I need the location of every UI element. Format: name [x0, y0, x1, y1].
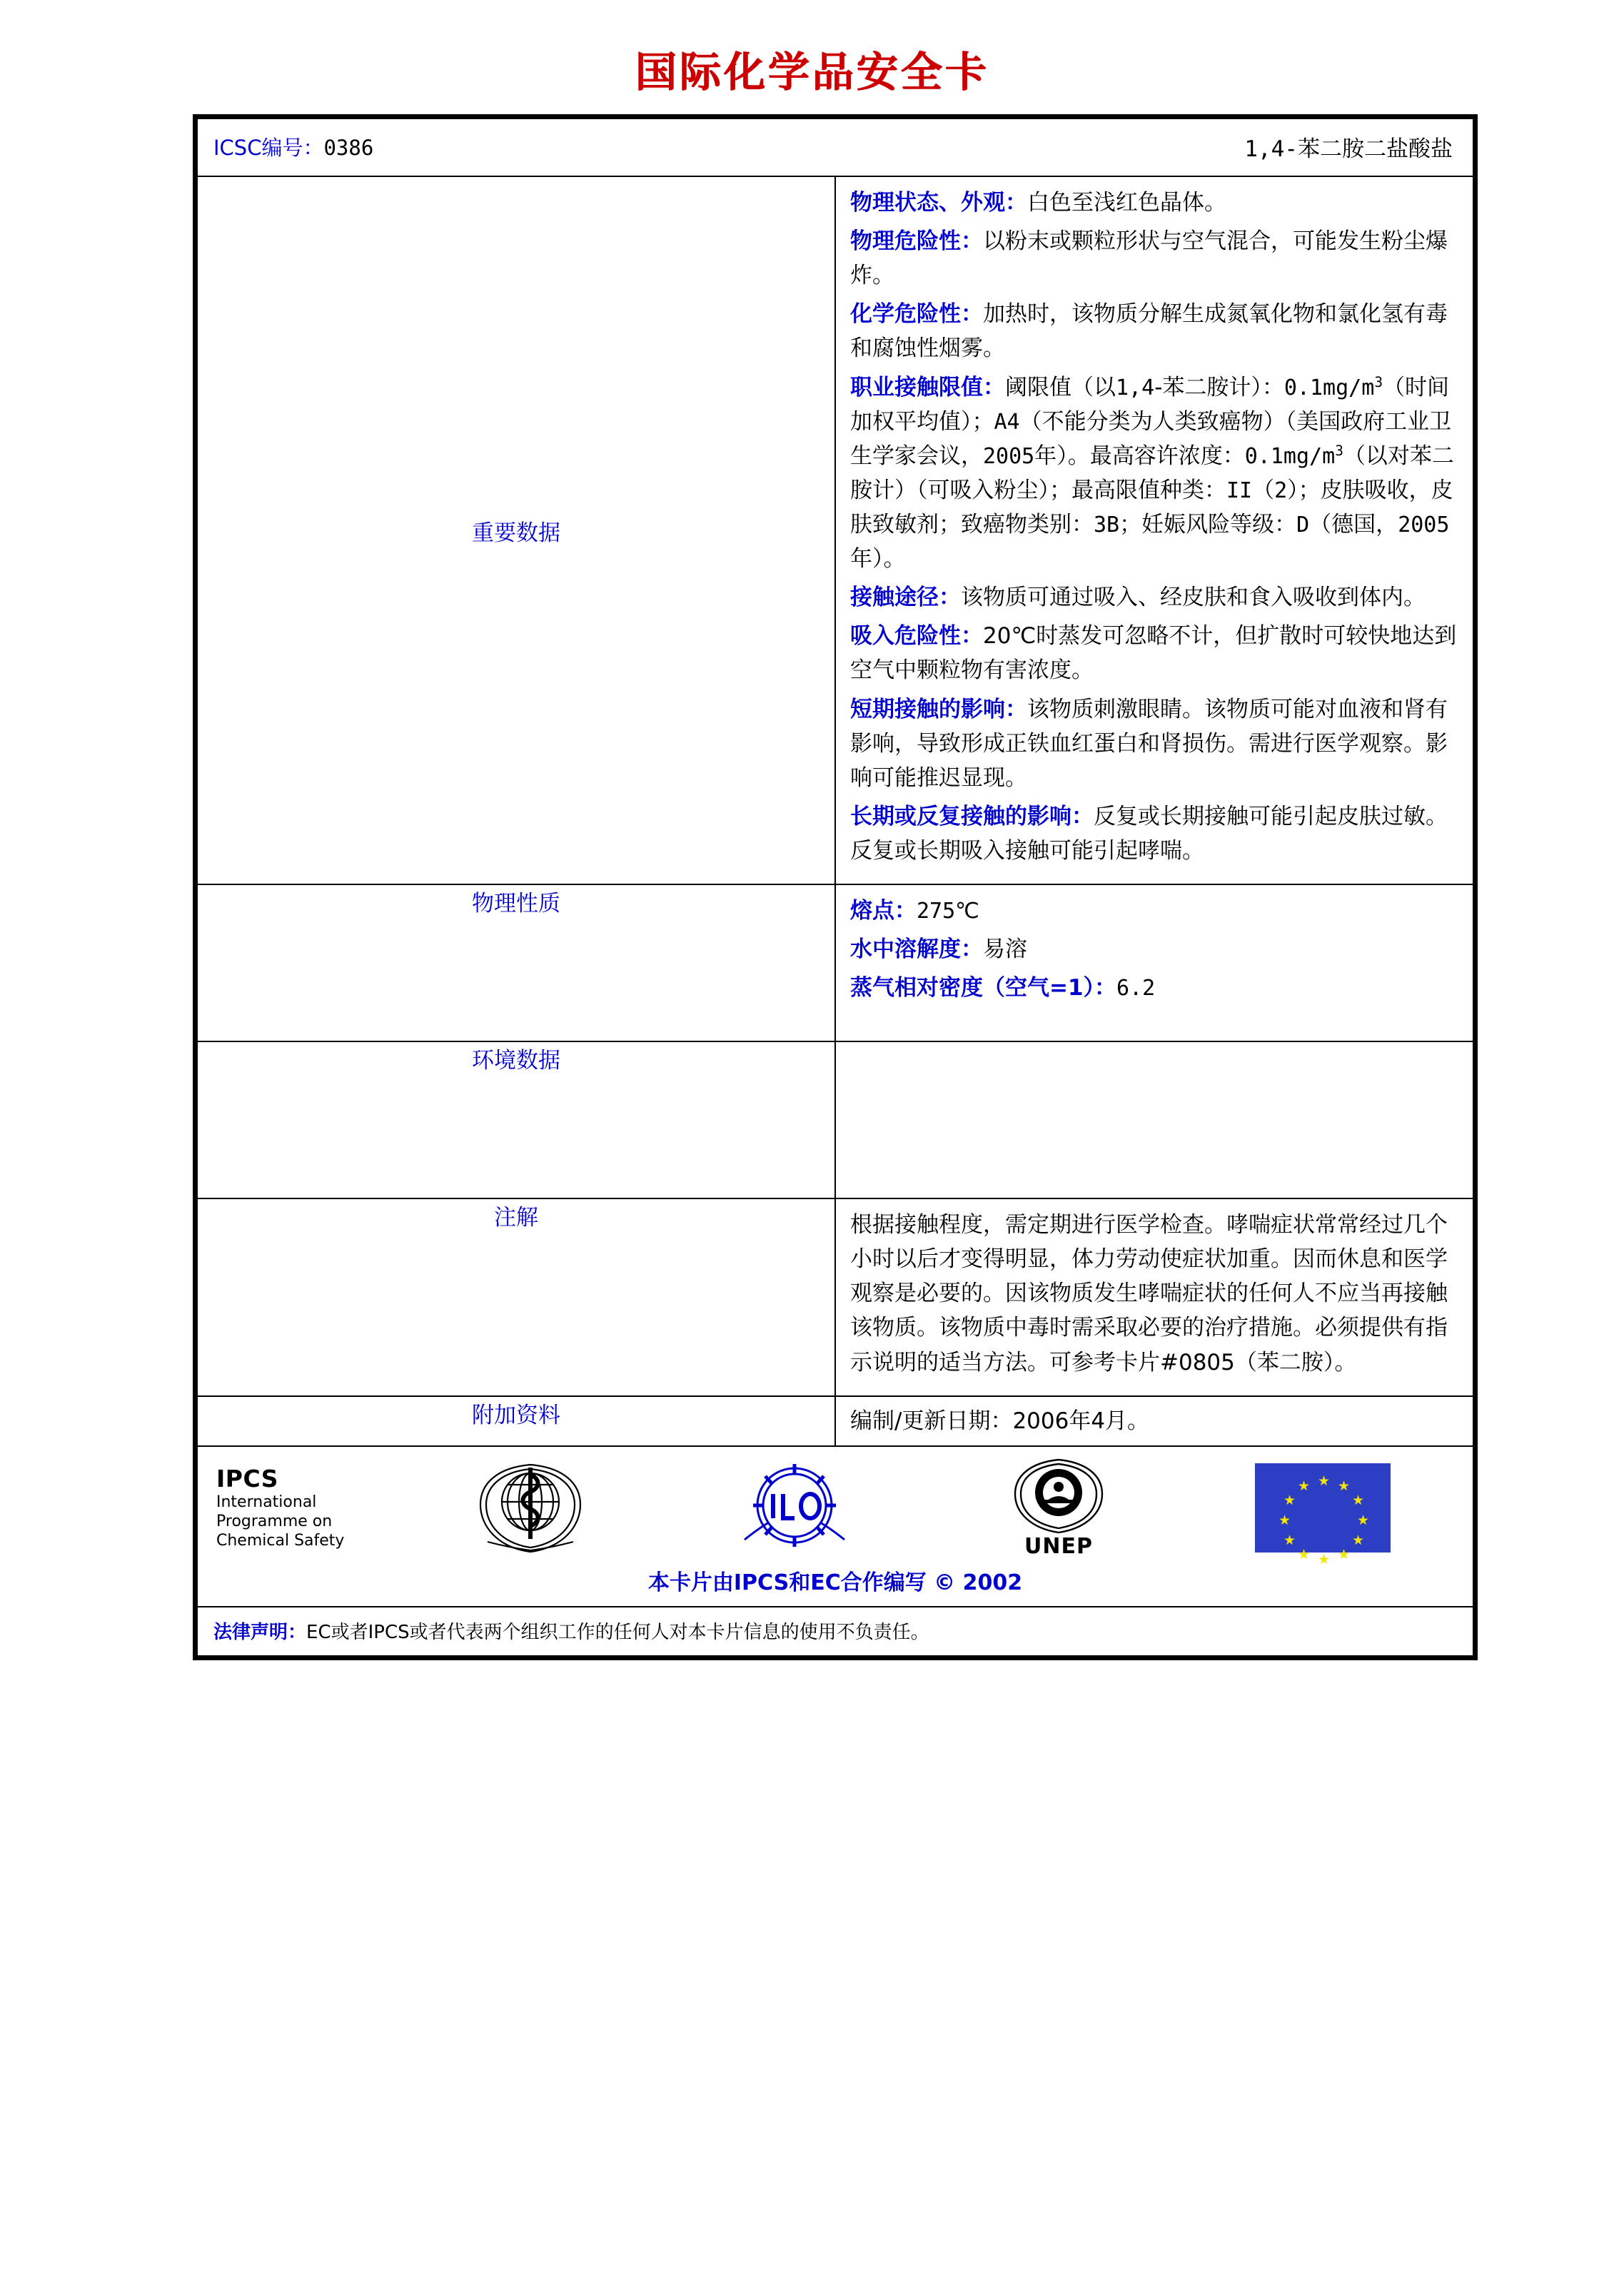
environmental-data-body: [836, 1042, 1473, 1198]
eu-flag-icon: ★ ★ ★ ★ ★ ★ ★ ★ ★ ★ ★ ★: [1255, 1463, 1391, 1553]
ipcs-line-4: Chemical Safety: [216, 1531, 345, 1550]
important-data-item: [850, 799, 1458, 868]
physical-property-item: [850, 971, 1458, 1005]
item-text: 反复或长期接触可能引起皮肤过敏。反复或长期吸入接触可能引起哮喘。: [850, 803, 1448, 864]
substance-name: 1,4-苯二胺二盐酸盐: [1244, 136, 1453, 162]
card-header-cell: [197, 118, 1473, 176]
icsc-number-value: 0386: [323, 136, 374, 160]
item-keyword: 物理危险性：: [850, 228, 983, 255]
notes-cell: [835, 1198, 1473, 1396]
notes-value: 根据接触程度，需定期进行医学检查。哮喘症状常常经过几个小时以后才变得明显，体力劳动使症状加重。因而休息和医学观察是必要的。因该物质发生哮喘症状的任何人不应当再接触该物质。该物质中毒时需采取必要的治疗措施。必须提供有指示说明的适当方法。可参考卡片#0805（苯二胺）。: [850, 1212, 1448, 1375]
logos-row: [197, 1446, 1473, 1607]
physical-property-item: [850, 894, 1458, 928]
item-text: 20℃时蒸发可忽略不计，但扩散时可较快地达到空气中颗粒物有害浓度。: [850, 623, 1457, 684]
card-header: [198, 119, 1473, 176]
eu-flag-slot: [1194, 1463, 1451, 1567]
item-text: 该物质可通过吸入、经皮肤和食入吸收到体内。: [961, 585, 1426, 611]
important-data-item: [850, 619, 1458, 687]
notes-label: 注解: [197, 1198, 835, 1396]
physical-properties-label: 物理性质: [197, 884, 835, 1041]
unep-logo-slot: [930, 1457, 1187, 1559]
notes-text: [850, 1208, 1458, 1380]
important-data-item: [850, 297, 1458, 365]
ipcs-acronym: IPCS: [216, 1464, 279, 1493]
logos-cell: [197, 1446, 1473, 1607]
physical-properties-row: [197, 884, 1473, 1041]
item-text: 275℃: [917, 899, 979, 924]
unep-label: UNEP: [1024, 1533, 1093, 1559]
legal-label: 法律声明：: [213, 1621, 307, 1643]
important-data-item: [850, 186, 1458, 220]
item-keyword: 水中溶解度：: [850, 936, 983, 963]
item-text: 易溶: [983, 936, 1027, 963]
unep-logo-icon: [1004, 1457, 1114, 1537]
physical-properties-body: [836, 885, 1473, 1041]
environmental-data-row: [197, 1041, 1473, 1198]
icsc-number-group: [213, 132, 373, 161]
environmental-data-cell: [835, 1041, 1473, 1198]
legal-notice: [198, 1607, 1473, 1655]
logo-strip: [198, 1447, 1473, 1567]
important-data-label: 重要数据: [197, 176, 835, 884]
unep-logo-group: [1004, 1457, 1114, 1559]
important-data-item: [850, 692, 1458, 795]
item-keyword: 蒸气相对密度（空气=1）：: [850, 975, 1117, 1001]
legal-cell: [197, 1607, 1473, 1656]
ipcs-line-2: International: [216, 1493, 317, 1512]
icsc-number-label: ICSC编号：: [213, 136, 324, 160]
item-keyword: 物理状态、外观：: [850, 190, 1027, 216]
item-text: 该物质刺激眼睛。该物质可能对血液和肾有影响，导致形成正铁血红蛋白和肾损伤。需进行医学观察。影响可能推迟显现。: [850, 696, 1448, 791]
notes-body: [836, 1199, 1473, 1395]
additional-info-label: 附加资料: [197, 1396, 835, 1446]
page-title: 国际化学品安全卡: [635, 48, 989, 96]
additional-info-body: [836, 1397, 1473, 1445]
important-data-row: [197, 176, 1473, 884]
item-text: 白色至浅红色晶体。: [1027, 190, 1226, 216]
who-logo-slot: [402, 1458, 659, 1557]
credit-line: 本卡片由IPCS和EC合作编写 © 2002: [647, 1570, 1023, 1595]
item-keyword: 接触途径：: [850, 585, 961, 611]
ilo-logo-icon: [723, 1461, 866, 1554]
important-data-item: [850, 580, 1458, 615]
who-logo-icon: [466, 1458, 595, 1557]
item-keyword: 化学危险性：: [850, 301, 983, 328]
item-text: 以粉末或颗粒形状与空气混合，可能发生粉尘爆炸。: [850, 228, 1448, 289]
additional-info-row: [197, 1396, 1473, 1446]
item-keyword: 短期接触的影响：: [850, 696, 1027, 722]
important-data-item-oel: [850, 370, 1458, 577]
legal-row: [197, 1607, 1473, 1656]
environmental-data-label: 环境数据: [197, 1041, 835, 1198]
card-header-row: [197, 118, 1473, 176]
physical-properties-cell: [835, 884, 1473, 1041]
item-keyword: 吸入危险性：: [850, 623, 983, 650]
important-data-cell: [835, 176, 1473, 884]
physical-property-item: [850, 932, 1458, 966]
item-text: 加热时，该物质分解生成氮氧化物和氯化氢有毒和腐蚀性烟雾。: [850, 301, 1448, 362]
ilo-logo-slot: [666, 1461, 923, 1554]
item-text: 6.2: [1116, 976, 1156, 1001]
ipcs-wordmark: [216, 1465, 395, 1551]
safety-card-table: [196, 118, 1474, 1657]
important-data-item: [850, 224, 1458, 293]
additional-info-text: 编制/更新日期：2006年4月。: [850, 1408, 1150, 1434]
item-keyword: 长期或反复接触的影响：: [850, 803, 1094, 829]
safety-card: [193, 114, 1478, 1660]
legal-text: EC或者IPCS或者代表两个组织工作的任何人对本卡片信息的使用不负责任。: [306, 1621, 929, 1643]
additional-info-cell: [835, 1396, 1473, 1446]
ipcs-line-3: Programme on: [216, 1512, 333, 1530]
item-keyword: 熔点：: [850, 898, 917, 924]
item-text-oel: 阈限值（以1,4-苯二胺计）：$0.1mg/m^3$（时间加权平均值）；A4（不能分类为人类致癌物）（美国政府工业卫生学家会议，2005年）。最高容许浓度：$0.1mg/m^3$（以对苯二胺计）（可吸入粉尘）；最高限值种类：II（2）；皮肤吸收，皮肤致敏剂；致癌物类别：3B；妊娠风险等级：D（德国，2005年）。: [850, 373, 1454, 572]
important-data-body: [836, 177, 1473, 884]
notes-row: [197, 1198, 1473, 1396]
item-keyword: 职业接触限值：: [850, 374, 1005, 400]
